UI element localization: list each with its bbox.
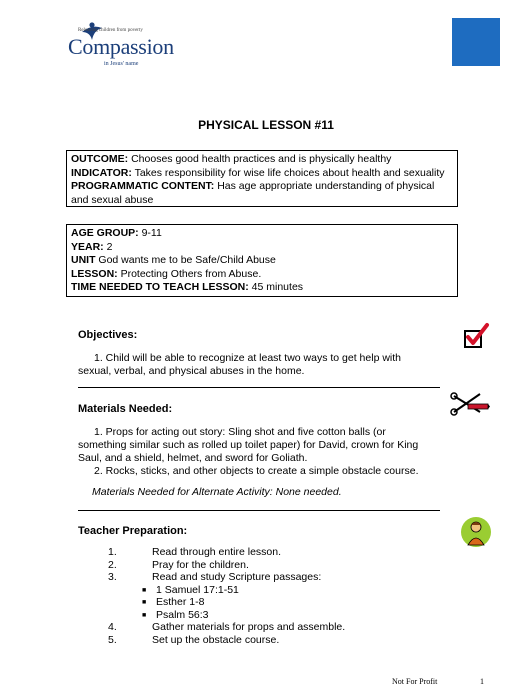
scripture-text: 1 Samuel 17:1-51 [156, 583, 239, 596]
objective-line-2: sexual, verbal, and physical abuses in the home. [78, 365, 305, 377]
indicator-label: INDICATOR: [71, 166, 132, 179]
step-text: Pray for the children. [152, 558, 249, 571]
indicator-text: Takes responsibility for wise life choices about health and sexuality [131, 166, 445, 179]
step-text: Gather materials for props and assemble. [152, 621, 346, 633]
materials-line-1: 1. Props for acting out story: Sling shot and five cotton balls (or [94, 426, 386, 438]
materials-body [78, 426, 438, 478]
step-number: 3. [108, 571, 117, 583]
lesson-value: Protecting Others from Abuse. [117, 267, 262, 280]
outcome-line [71, 153, 453, 167]
step-number: 4. [108, 621, 117, 633]
bullet-icon: ■ [142, 599, 147, 606]
step-text: Read through entire lesson. [152, 546, 281, 558]
page-title: PHYSICAL LESSON #11 [198, 118, 334, 132]
scripture-item [78, 596, 458, 609]
objectives-body [78, 352, 438, 378]
lesson-line [71, 268, 453, 282]
scissors-pencil-icon [450, 390, 490, 418]
programmatic-text: Has age appropriate understanding of physical [214, 180, 435, 192]
outcome-box [66, 150, 458, 207]
prep-step [78, 559, 458, 572]
divider-materials [78, 510, 440, 511]
checkbox-check-icon [462, 322, 490, 350]
year-label: YEAR: [71, 240, 104, 253]
materials-heading: Materials Needed: [78, 403, 173, 415]
time-line [71, 281, 453, 295]
preparation-list [78, 546, 458, 646]
prep-step [78, 634, 458, 647]
scripture-text: Esther 1-8 [156, 596, 205, 608]
unit-value: God wants me to be Safe/Child Abuse [95, 254, 276, 266]
programmatic-line-2: and sexual abuse [71, 193, 154, 206]
bullet-icon: ■ [142, 611, 147, 619]
step-number: 5. [108, 633, 117, 646]
materials-line-4: 2. Rocks, sticks, and other objects to create a simple obstacle course. [94, 465, 419, 477]
programmatic-line [71, 180, 453, 194]
year-line [71, 241, 453, 255]
logo-wordmark: Compassion [68, 34, 174, 59]
scripture-text: Psalm 56:3 [156, 608, 209, 621]
indicator-line [71, 167, 453, 181]
materials-line-3: Saul, and a shield, helmet, and sword for Goliath. [78, 452, 308, 464]
prep-step [78, 571, 458, 584]
blue-corner-block [452, 18, 500, 66]
preparation-steps-continued [78, 621, 458, 646]
logo-tagline: Releasing children from poverty [78, 28, 143, 33]
outcome-label: OUTCOME: [71, 153, 129, 165]
outcome-text: Chooses good health practices and is physically healthy [128, 153, 392, 165]
objective-line-1: 1. Child will be able to recognize at least two ways to get help with [94, 352, 401, 364]
preparation-steps [78, 546, 458, 584]
step-text: Read and study Scripture passages: [152, 571, 322, 583]
programmatic-label: PROGRAMMATIC CONTENT: [71, 180, 215, 192]
time-value: 45 minutes [248, 281, 304, 293]
age-group-label: AGE GROUP: [71, 227, 139, 239]
step-number: 1. [108, 546, 117, 558]
scripture-item [78, 584, 458, 597]
teacher-icon [460, 515, 492, 549]
logo-subtitle: in Jesus' name [104, 61, 139, 67]
footer-note: Not For Profit [392, 677, 438, 686]
age-group-value: 9-11 [138, 227, 162, 239]
age-group-line [71, 227, 453, 241]
page-number: 1 [480, 677, 484, 686]
scripture-item [78, 609, 458, 622]
time-label: TIME NEEDED TO TEACH LESSON: [71, 281, 249, 293]
preparation-heading: Teacher Preparation: [78, 525, 188, 537]
step-number: 2. [108, 558, 117, 571]
step-text: Set up the obstacle course. [152, 633, 280, 646]
unit-line [71, 254, 453, 268]
objectives-heading: Objectives: [78, 329, 138, 341]
prep-step [78, 621, 458, 634]
unit-label: UNIT [71, 254, 96, 266]
compassion-logo [54, 22, 174, 72]
bullet-icon: ■ [142, 586, 147, 594]
prep-step [78, 546, 458, 559]
scripture-list [78, 584, 458, 622]
lesson-info-box [66, 224, 458, 297]
year-value: 2 [103, 240, 113, 253]
materials-line-2: something similar such as rolled up toilet paper) for David, crown for King [78, 439, 419, 451]
divider-objectives [78, 387, 440, 388]
lesson-label: LESSON: [71, 267, 118, 280]
alternate-materials: Materials Needed for Alternate Activity: None needed. [92, 486, 342, 498]
